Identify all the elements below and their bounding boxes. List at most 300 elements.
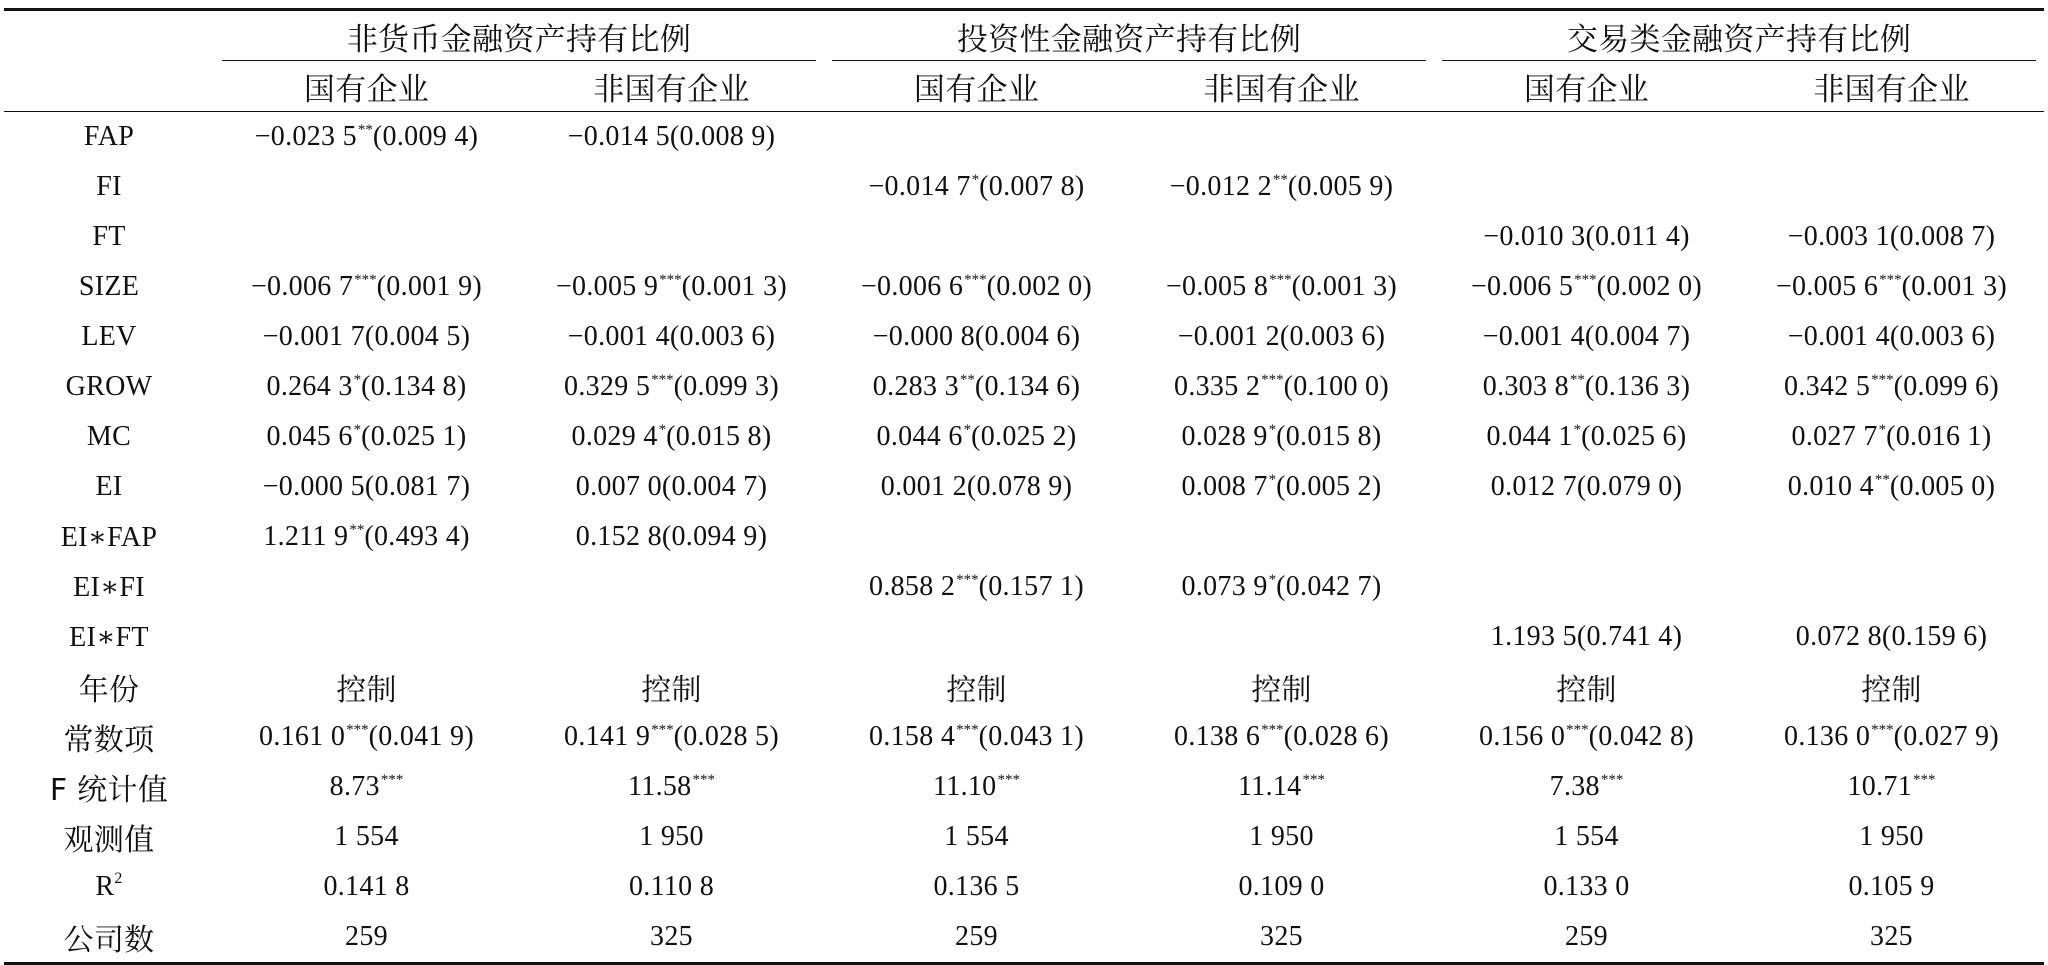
group-header-investment: 投资性金融资产持有比例 (824, 10, 1434, 62)
standard-error: (0.001 3) (1901, 271, 2008, 302)
coefficient-value: 1 950 (639, 821, 704, 852)
coefficient-value: 259 (1565, 921, 1608, 952)
standard-error: (0.134 8) (361, 371, 467, 402)
significance-stars: ** (1569, 372, 1585, 388)
table-cell (1434, 462, 1739, 512)
row-label (4, 912, 214, 964)
table-cell (824, 712, 1129, 762)
standard-error: (0.025 6) (1581, 421, 1687, 452)
table-row (4, 212, 2044, 262)
significance-stars: *** (1871, 722, 1894, 738)
significance-stars: *** (1566, 722, 1589, 738)
table-cell (824, 412, 1129, 462)
table-cell (1434, 912, 1739, 964)
table-cell (519, 262, 824, 312)
coefficient-value: 控制 (1556, 673, 1617, 708)
row-label (4, 712, 214, 762)
significance-stars: * (1268, 472, 1277, 488)
row-label (4, 812, 214, 862)
table-cell (1434, 512, 1739, 562)
coefficient-value: −0.001 7 (262, 321, 365, 352)
significance-stars: * (658, 422, 667, 438)
table-cell (1739, 112, 2044, 163)
coefficient-value: 1 554 (1554, 821, 1619, 852)
table-cell (214, 512, 519, 562)
row-label (4, 412, 214, 462)
coefficient-value: 0.141 8 (323, 871, 410, 902)
table-body (4, 112, 2044, 964)
table-cell (824, 662, 1129, 712)
table-cell (1129, 312, 1434, 362)
table-cell (1739, 862, 2044, 912)
coefficient-value: 0.156 0 (1479, 721, 1566, 752)
table-cell (1739, 512, 2044, 562)
row-label (4, 362, 214, 412)
table-cell (1129, 412, 1434, 462)
table-cell (214, 662, 519, 712)
table-cell (1434, 212, 1739, 262)
standard-error: (0.008 7) (1889, 221, 1996, 252)
table-row (4, 712, 2044, 762)
coefficient-value: −0.006 7 (250, 271, 354, 302)
table-cell (1129, 562, 1434, 612)
standard-error: (0.015 8) (1276, 421, 1382, 452)
table-cell (824, 162, 1129, 212)
table-row (4, 362, 2044, 412)
significance-stars: *** (956, 722, 979, 738)
table-row (4, 562, 2044, 612)
coefficient-value: 1 950 (1249, 821, 1314, 852)
coefficient-value: 0.136 0 (1784, 721, 1871, 752)
table-cell (1434, 112, 1739, 163)
coefficient-value: 10.71 (1847, 771, 1912, 802)
row-label-text: MC (86, 421, 132, 452)
standard-error: (0.001 3) (1291, 271, 1398, 302)
table-cell (519, 812, 824, 862)
standard-error: (0.002 0) (1596, 271, 1703, 302)
significance-stars: *** (1269, 272, 1292, 288)
coefficient-value: 7.38 (1549, 771, 1600, 802)
table-cell (1739, 212, 2044, 262)
significance-stars: *** (1879, 272, 1902, 288)
table-cell (214, 212, 519, 262)
table-cell (824, 312, 1129, 362)
standard-error: (0.001 3) (681, 271, 788, 302)
table-cell (1739, 662, 2044, 712)
coefficient-value: 1 950 (1859, 821, 1924, 852)
table-cell (1129, 112, 1434, 163)
row-label (4, 662, 214, 712)
coefficient-value: 0.028 9 (1181, 421, 1268, 452)
table-cell (519, 212, 824, 262)
row-label-text: EI (95, 471, 123, 502)
table-cell (214, 612, 519, 662)
table-cell (519, 512, 824, 562)
table-cell (824, 112, 1129, 163)
standard-error: (0.005 2) (1276, 471, 1382, 502)
coefficient-value: 8.73 (329, 771, 380, 802)
standard-error: (0.079 0) (1576, 471, 1683, 502)
coefficient-value: −0.006 6 (860, 271, 964, 302)
table-cell (1129, 812, 1434, 862)
significance-stars: * (963, 422, 972, 438)
row-label-text: EI∗FI (73, 572, 145, 603)
table-row (4, 162, 2044, 212)
standard-error: (0.025 1) (361, 421, 467, 452)
coefficient-value: 259 (955, 921, 998, 952)
table-cell (1129, 862, 1434, 912)
standard-error: (0.078 9) (966, 471, 1073, 502)
coefficient-value: 325 (650, 921, 693, 952)
coefficient-value: −0.006 5 (1470, 271, 1574, 302)
coefficient-value: 0.008 7 (1181, 471, 1268, 502)
table-cell (214, 312, 519, 362)
standard-error: (0.007 8) (979, 171, 1085, 202)
standard-error: (0.094 9) (661, 521, 768, 552)
standard-error: (0.016 1) (1886, 421, 1992, 452)
table-cell (1129, 362, 1434, 412)
table-row (4, 762, 2044, 812)
coefficient-value: −0.014 7 (868, 171, 971, 202)
significance-stars: *** (1261, 372, 1284, 388)
row-label-text: R (95, 871, 115, 902)
standard-error: (0.004 5) (364, 321, 471, 352)
table-row (4, 262, 2044, 312)
row-label (4, 862, 214, 912)
table-cell (1129, 512, 1434, 562)
standard-error: (0.003 6) (669, 321, 776, 352)
significance-stars: *** (1261, 722, 1284, 738)
table-cell (824, 262, 1129, 312)
group-header-nonmonetary: 非货币金融资产持有比例 (214, 10, 824, 62)
row-label-text: 公司数 (63, 923, 155, 958)
coefficient-value: 0.007 0 (575, 471, 662, 502)
standard-error: (0.042 7) (1276, 571, 1382, 602)
significance-stars: *** (1600, 772, 1624, 788)
table-cell (519, 162, 824, 212)
standard-error: (0.004 6) (974, 321, 1081, 352)
table-cell (519, 112, 824, 163)
table-row (4, 312, 2044, 362)
coefficient-value: 0.045 6 (266, 421, 353, 452)
table-cell (214, 412, 519, 462)
coefficient-value: 控制 (1251, 673, 1312, 708)
coefficient-value: 控制 (336, 673, 397, 708)
table-cell (1129, 662, 1434, 712)
row-label (4, 562, 214, 612)
group-header-trading: 交易类金融资产持有比例 (1434, 10, 2044, 62)
table-cell (1434, 662, 1739, 712)
significance-stars: *** (997, 772, 1020, 788)
coefficient-value: −0.014 5 (567, 121, 670, 152)
coefficient-value: −0.005 8 (1165, 271, 1269, 302)
coefficient-value: 控制 (1861, 673, 1922, 708)
coefficient-value: 0.161 0 (259, 721, 346, 752)
table-cell (1739, 562, 2044, 612)
table-cell (1739, 312, 2044, 362)
table-cell (824, 212, 1129, 262)
table-cell (824, 362, 1129, 412)
coefficient-value: −0.005 9 (555, 271, 659, 302)
significance-stars: *** (956, 572, 979, 588)
table-cell (214, 712, 519, 762)
table-cell (519, 462, 824, 512)
standard-error: (0.099 3) (673, 371, 779, 402)
significance-stars: ** (959, 372, 975, 388)
table-cell (1434, 562, 1739, 612)
row-label-text: GROW (65, 371, 153, 402)
subheader-blank (4, 61, 214, 112)
table-cell (1739, 712, 2044, 762)
table-cell (519, 362, 824, 412)
coefficient-value: −0.010 3 (1483, 221, 1586, 252)
table-cell (1434, 612, 1739, 662)
standard-error: (0.100 0) (1283, 371, 1389, 402)
table-cell (1129, 762, 1434, 812)
table-cell (519, 762, 824, 812)
coefficient-value: 0.152 8 (575, 521, 662, 552)
table-cell (824, 812, 1129, 862)
subgroup-header-row (4, 61, 2044, 112)
table-cell (214, 112, 519, 163)
significance-stars: * (1878, 422, 1887, 438)
table-cell (1434, 862, 1739, 912)
table-row (4, 462, 2044, 512)
significance-stars: ** (1272, 172, 1288, 188)
table-row (4, 912, 2044, 964)
table-row (4, 512, 2044, 562)
standard-error: (0.136 3) (1584, 371, 1691, 402)
row-label (4, 612, 214, 662)
standard-error: (0.099 6) (1893, 371, 1999, 402)
standard-error: (0.001 9) (376, 271, 483, 302)
table-cell (824, 762, 1129, 812)
coefficient-value: −0.005 6 (1775, 271, 1879, 302)
coefficient-value: 0.335 2 (1174, 371, 1261, 402)
table-cell (214, 862, 519, 912)
coefficient-value: 0.027 7 (1791, 421, 1878, 452)
table-cell (519, 712, 824, 762)
header-blank (4, 10, 214, 62)
standard-error: (0.005 0) (1889, 471, 1996, 502)
coefficient-value: 0.072 8 (1795, 621, 1882, 652)
table-cell (1434, 812, 1739, 862)
row-label-text: F 统计值 (49, 773, 169, 808)
row-label (4, 162, 214, 212)
standard-error: (0.015 8) (666, 421, 772, 452)
table-cell (1739, 262, 2044, 312)
coefficient-value: 1.211 9 (263, 521, 349, 552)
coefficient-value: −0.023 5 (254, 121, 357, 152)
standard-error: (0.027 9) (1893, 721, 1999, 752)
coefficient-value: −0.012 2 (1169, 171, 1272, 202)
table-cell (214, 262, 519, 312)
significance-stars: *** (651, 372, 674, 388)
coefficient-value: 0.303 8 (1482, 371, 1569, 402)
coefficient-value: 11.14 (1238, 771, 1302, 802)
table-cell (214, 162, 519, 212)
coefficient-value: 0.141 9 (564, 721, 651, 752)
subheader-non-soe: 非国有企业 (1739, 61, 2044, 112)
coefficient-value: 0.158 4 (869, 721, 956, 752)
significance-stars: *** (346, 722, 369, 738)
row-label-text: 年份 (78, 673, 140, 708)
standard-error: (0.134 6) (974, 371, 1081, 402)
table-cell (824, 562, 1129, 612)
table-cell (519, 612, 824, 662)
group-header-row (4, 10, 2044, 62)
coefficient-value: −0.001 4 (1482, 321, 1585, 352)
table-cell (1434, 712, 1739, 762)
table-cell (1129, 912, 1434, 964)
coefficient-value: −0.001 4 (1787, 321, 1890, 352)
coefficient-value: 0.010 4 (1787, 471, 1874, 502)
standard-error: (0.028 5) (673, 721, 779, 752)
significance-stars: * (1268, 422, 1277, 438)
significance-stars: * (1268, 572, 1277, 588)
table-cell (519, 912, 824, 964)
table-cell (1434, 312, 1739, 362)
coefficient-value: 325 (1870, 921, 1913, 952)
row-label (4, 462, 214, 512)
coefficient-value: 0.073 9 (1181, 571, 1268, 602)
significance-stars: ** (357, 122, 373, 138)
table-cell (1739, 362, 2044, 412)
coefficient-value: 0.858 2 (869, 571, 956, 602)
table-cell (1129, 262, 1434, 312)
significance-stars: *** (1574, 272, 1597, 288)
table-cell (1739, 762, 2044, 812)
row-label-text: FT (92, 221, 126, 252)
significance-stars: *** (659, 272, 682, 288)
table-cell (519, 862, 824, 912)
coefficient-value: 0.110 8 (628, 871, 715, 902)
table-cell (214, 762, 519, 812)
table-cell (1129, 612, 1434, 662)
coefficient-value: 1.193 5 (1490, 621, 1577, 652)
standard-error: (0.157 1) (978, 571, 1084, 602)
row-label (4, 312, 214, 362)
significance-stars: *** (692, 772, 715, 788)
subheader-soe: 国有企业 (1434, 61, 1739, 112)
standard-error: (0.004 7) (1584, 321, 1691, 352)
significance-stars: *** (380, 772, 404, 788)
coefficient-value: −0.001 4 (567, 321, 670, 352)
coefficient-value: 0.105 9 (1848, 871, 1935, 902)
coefficient-value: −0.003 1 (1787, 221, 1890, 252)
standard-error: (0.025 2) (971, 421, 1077, 452)
significance-stars: * (1573, 422, 1582, 438)
significance-stars: * (971, 172, 980, 188)
table-cell (214, 562, 519, 612)
significance-stars: *** (1871, 372, 1894, 388)
table-cell (1434, 412, 1739, 462)
coefficient-value: 控制 (946, 673, 1007, 708)
standard-error: (0.002 0) (986, 271, 1093, 302)
row-label-superscript: 2 (114, 870, 123, 887)
significance-stars: *** (964, 272, 987, 288)
standard-error: (0.009 4) (372, 121, 479, 152)
table-cell (1129, 462, 1434, 512)
coefficient-value: 0.109 0 (1238, 871, 1325, 902)
standard-error: (0.043 1) (978, 721, 1084, 752)
table-cell (214, 462, 519, 512)
row-label (4, 512, 214, 562)
significance-stars: *** (1913, 772, 1936, 788)
row-label (4, 762, 214, 812)
coefficient-value: 1 554 (944, 821, 1009, 852)
standard-error: (0.081 7) (364, 471, 471, 502)
significance-stars: *** (1302, 772, 1325, 788)
row-label-text: LEV (81, 321, 137, 352)
table-cell (1739, 812, 2044, 862)
table-cell (1129, 162, 1434, 212)
table-cell (1434, 762, 1739, 812)
table-cell (824, 862, 1129, 912)
standard-error: (0.008 9) (669, 121, 776, 152)
coefficient-value: 0.136 5 (933, 871, 1020, 902)
subheader-soe: 国有企业 (824, 61, 1129, 112)
table-cell (824, 612, 1129, 662)
table-cell (1739, 462, 2044, 512)
significance-stars: *** (354, 272, 377, 288)
table-cell (519, 562, 824, 612)
significance-stars: * (353, 372, 362, 388)
coefficient-value: −0.001 2 (1177, 321, 1280, 352)
table-cell (214, 912, 519, 964)
row-label-text: FAP (83, 121, 135, 152)
coefficient-value: 0.264 3 (266, 371, 353, 402)
coefficient-value: −0.000 8 (872, 321, 975, 352)
standard-error: (0.003 6) (1889, 321, 1996, 352)
table-row (4, 612, 2044, 662)
subheader-non-soe: 非国有企业 (519, 61, 824, 112)
standard-error: (0.004 7) (661, 471, 768, 502)
coefficient-value: 0.001 2 (880, 471, 967, 502)
coefficient-value: 1 554 (334, 821, 399, 852)
table-row (4, 862, 2044, 912)
table-row (4, 412, 2044, 462)
standard-error: (0.011 4) (1585, 221, 1690, 252)
table-cell (1129, 712, 1434, 762)
standard-error: (0.005 9) (1287, 171, 1394, 202)
coefficient-value: 0.342 5 (1784, 371, 1871, 402)
row-label-text: 观测值 (63, 823, 155, 858)
table-row (4, 112, 2044, 163)
table-cell (1434, 162, 1739, 212)
coefficient-value: 0.012 7 (1490, 471, 1577, 502)
standard-error: (0.159 6) (1881, 621, 1988, 652)
row-label-text: EI∗FAP (60, 522, 158, 553)
table-cell (519, 412, 824, 462)
table-cell (1434, 362, 1739, 412)
table-cell (519, 312, 824, 362)
standard-error: (0.042 8) (1588, 721, 1694, 752)
table-cell (824, 512, 1129, 562)
table-cell (1739, 162, 2044, 212)
coefficient-value: −0.000 5 (262, 471, 365, 502)
significance-stars: *** (651, 722, 674, 738)
standard-error: (0.041 9) (368, 721, 474, 752)
standard-error: (0.003 6) (1279, 321, 1386, 352)
row-label-text: EI∗FT (69, 622, 149, 653)
coefficient-value: 11.58 (628, 771, 692, 802)
row-label (4, 112, 214, 163)
table-cell (1739, 612, 2044, 662)
coefficient-value: 0.283 3 (872, 371, 959, 402)
coefficient-value: 11.10 (933, 771, 997, 802)
row-label-text: SIZE (78, 271, 140, 302)
